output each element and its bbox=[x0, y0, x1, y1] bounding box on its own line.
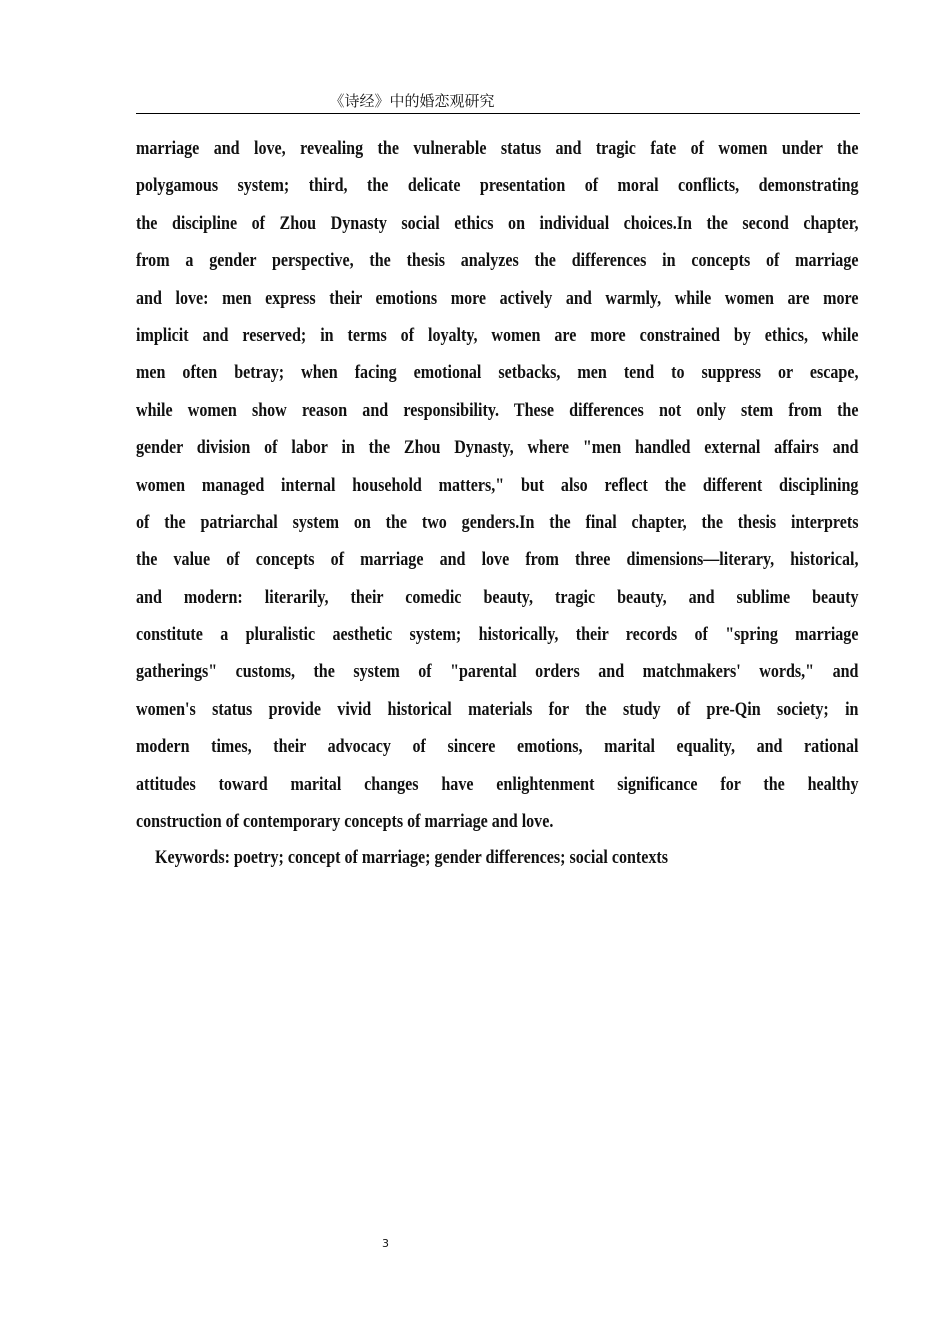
abstract-line: gatherings" customs, the system of "parental orders and matchmakers' words," and bbox=[136, 661, 859, 683]
abstract-line: the discipline of Zhou Dynasty social ethics on individual choices.In the second chapter, bbox=[136, 212, 859, 234]
abstract-line: gender division of labor in the Zhou Dynasty, where "men handled external affairs and bbox=[136, 437, 859, 459]
abstract-line: implicit and reserved; in terms of loyalty, women are more constrained by ethics, while bbox=[136, 324, 859, 346]
abstract-line: from a gender perspective, the thesis analyzes the differences in concepts of marriage bbox=[136, 250, 859, 272]
abstract-line: polygamous system; third, the delicate presentation of moral conflicts, demonstrating bbox=[136, 175, 859, 197]
abstract-line: women's status provide vivid historical materials for the study of pre-Qin society; in bbox=[136, 698, 859, 720]
keywords-line: Keywords: poetry; concept of marriage; gender differences; social contexts bbox=[155, 847, 669, 868]
abstract-line: and love: men express their emotions more actively and warmly, while women are more bbox=[136, 287, 859, 309]
abstract-line: and modern: literarily, their comedic beauty, tragic beauty, and sublime beauty bbox=[136, 586, 859, 608]
abstract-line: modern times, their advocacy of sincere emotions, marital equality, and rational bbox=[136, 736, 859, 758]
abstract-line: marriage and love, revealing the vulnerable status and tragic fate of women under the bbox=[136, 138, 859, 159]
abstract-line: constitute a pluralistic aesthetic system; historically, their records of "spring marriage bbox=[136, 624, 859, 646]
abstract-line: construction of contemporary concepts of marriage and love. bbox=[136, 811, 554, 833]
header-rule bbox=[136, 113, 860, 114]
abstract-line: men often betray; when facing emotional setbacks, men tend to suppress or escape, bbox=[136, 362, 859, 384]
abstract-line: while women show reason and responsibility. These differences not only stem from the bbox=[136, 399, 859, 421]
running-header-title: 《诗经》中的婚恋观研究 bbox=[329, 92, 495, 110]
abstract-body bbox=[136, 136, 859, 846]
running-header bbox=[136, 90, 860, 111]
abstract-line: of the patriarchal system on the two genders.In the final chapter, the thesis interprets bbox=[136, 511, 859, 533]
page-number: 3 bbox=[382, 1237, 389, 1250]
abstract-line: attitudes toward marital changes have enlightenment significance for the healthy bbox=[136, 773, 859, 795]
abstract-line: the value of concepts of marriage and love from three dimensions—literary, historical, bbox=[136, 549, 859, 571]
abstract-line: women managed internal household matters," but also reflect the different disciplining bbox=[136, 474, 859, 496]
